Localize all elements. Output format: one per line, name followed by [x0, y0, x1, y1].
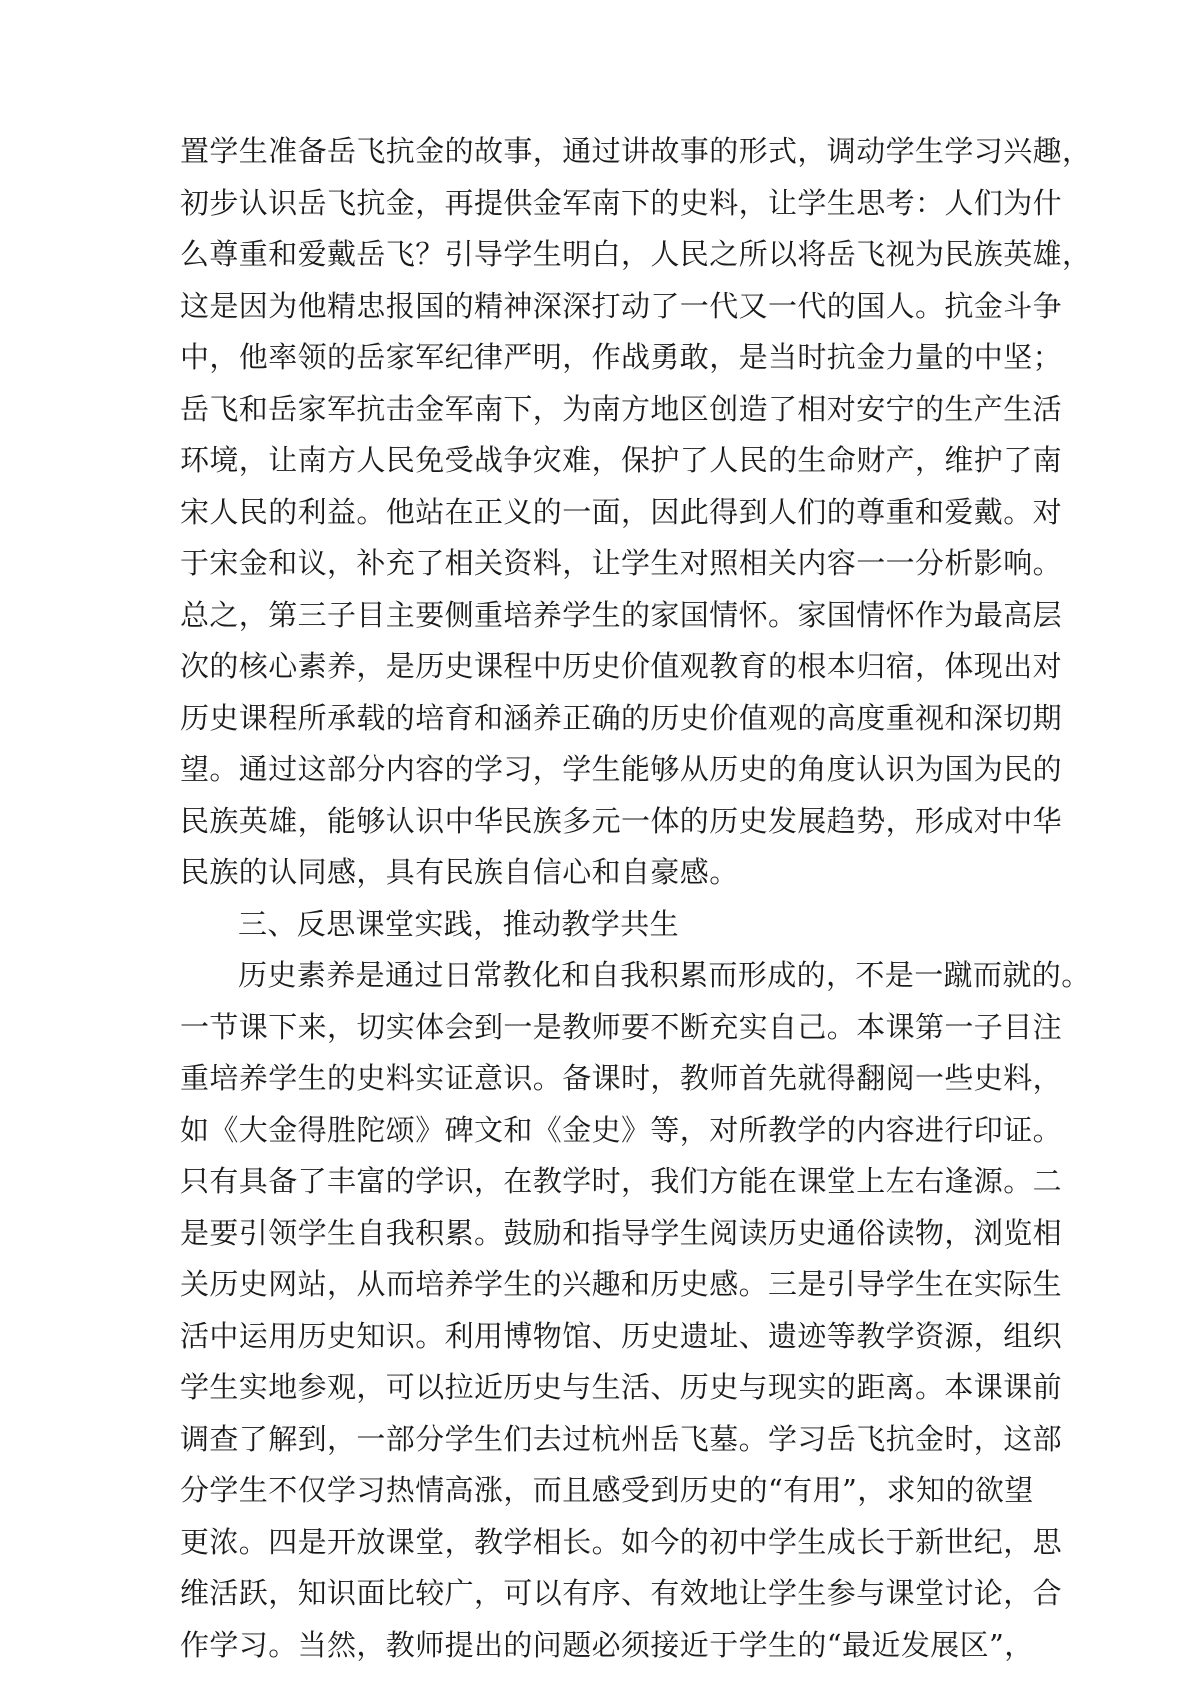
text-line: 环境，让南方人民免受战争灾难，保护了人民的生命财产，维护了南: [180, 443, 1063, 477]
text-line: 于宋金和议，补充了相关资料，让学生对照相关内容一一分析影响。: [180, 546, 1063, 580]
text-line: 岳飞和岳家军抗击金军南下，为南方地区创造了相对安宁的生产生活: [180, 391, 1063, 426]
text-line: 宋人民的利益。他站在正义的一面，因此得到人们的尊重和爱戴。对: [180, 494, 1063, 529]
section-heading: 三、反思课堂实践，推动教学共生: [238, 906, 680, 941]
text-line: 活中运用历史知识。利用博物馆、历史遗址、遗迹等教学资源，组织: [180, 1318, 1063, 1353]
text-line: 望。通过这部分内容的学习，学生能够从历史的角度认识为国为民的: [180, 752, 1063, 786]
text-line: 调查了解到，一部分学生们去过杭州岳飞墓。学习岳飞抗金时，这部: [180, 1421, 1063, 1456]
text-line: 民族英雄，能够认识中华民族多元一体的历史发展趋势，形成对中华: [180, 803, 1063, 838]
text-line: 重培养学生的史料实证意识。备课时，教师首先就得翻阅一些史料，: [180, 1061, 1063, 1095]
text-line: 初步认识岳飞抗金，再提供金军南下的史料，让学生思考：人们为什: [180, 185, 1063, 220]
text-line: 历史课程所承载的培育和涵养正确的历史价值观的高度重视和深切期: [180, 700, 1063, 735]
text-line: 民族的认同感，具有民族自信心和自豪感。: [180, 855, 739, 889]
text-line: 关历史网站，从而培养学生的兴趣和历史感。三是引导学生在实际生: [180, 1267, 1063, 1301]
text-line: 是要引领学生自我积累。鼓励和指导学生阅读历史通俗读物，浏览相: [180, 1215, 1063, 1250]
text-line: 分学生不仅学习热情高涨，而且感受到历史的“有用”，求知的欲望: [180, 1473, 1034, 1507]
text-line: 学生实地参观，可以拉近历史与生活、历史与现实的距离。本课课前: [180, 1370, 1063, 1404]
text-line: 历史素养是通过日常教化和自我积累而形成的，不是一蹴而就的。: [238, 958, 1091, 992]
text-line: 总之，第三子目主要侧重培养学生的家国情怀。家国情怀作为最高层: [180, 597, 1063, 632]
text-line: 置学生准备岳飞抗金的故事，通过讲故事的形式，调动学生学习兴趣，: [180, 134, 1092, 168]
text-line: 一节课下来，切实体会到一是教师要不断充实自己。本课第一子目注: [180, 1009, 1063, 1044]
text-line: 这是因为他精忠报国的精神深深打动了一代又一代的国人。抗金斗争: [180, 288, 1063, 323]
text-line: 作学习。当然，教师提出的问题必须接近于学生的“最近发展区”，: [180, 1627, 1034, 1662]
text-line: 次的核心素养，是历史课程中历史价值观教育的根本归宿，体现出对: [180, 649, 1063, 683]
text-line: 中，他率领的岳家军纪律严明，作战勇敢，是当时抗金力量的中坚；: [180, 340, 1063, 374]
text-line: 只有具备了丰富的学识，在教学时，我们方能在课堂上左右逢源。二: [180, 1164, 1063, 1198]
text-line: 如《大金得胜陀颂》碑文和《金史》等，对所教学的内容进行印证。: [180, 1112, 1063, 1147]
text-line: 维活跃，知识面比较广，可以有序、有效地让学生参与课堂讨论，合: [180, 1576, 1063, 1610]
text-line: 么尊重和爱戴岳飞？引导学生明白，人民之所以将岳飞视为民族英雄，: [180, 237, 1092, 271]
text-line: 更浓。四是开放课堂，教学相长。如今的初中学生成长于新世纪，思: [180, 1524, 1063, 1559]
